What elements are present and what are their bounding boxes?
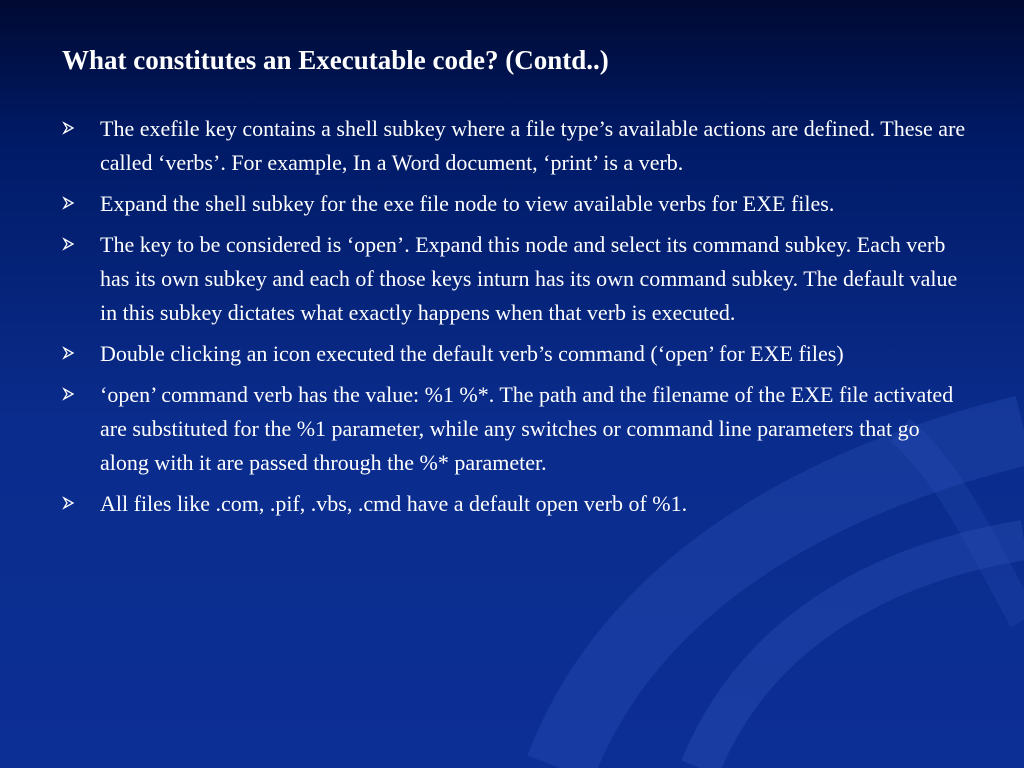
arrowhead-bullet-icon: [62, 121, 76, 135]
slide-title: What constitutes an Executable code? (Contd..): [62, 45, 609, 75]
arrowhead-bullet-icon: [62, 496, 76, 510]
bullet-text: The key to be considered is ‘open’. Expand this node and select its command subkey. Each verb has its own subkey and each of those keys inturn has its own command subkey. The default value in this subkey dictates what exactly happens when that verb is executed.: [100, 232, 958, 325]
arrowhead-bullet-icon: [62, 237, 76, 251]
bullet-text: Expand the shell subkey for the exe file node to view available verbs for EXE files.: [100, 191, 835, 216]
bullet-text: All files like .com, .pif, .vbs, .cmd have a default open verb of %1.: [100, 491, 688, 516]
arrowhead-bullet-icon: [62, 196, 76, 210]
bullet-item: [62, 337, 967, 371]
bullet-item: [62, 228, 967, 330]
bullet-item: [62, 487, 967, 521]
arrowhead-bullet-icon: [62, 346, 76, 360]
bullet-item: [62, 187, 967, 221]
arrowhead-bullet-icon: [62, 387, 76, 401]
bullet-item: [62, 378, 967, 480]
bullet-list: [62, 112, 967, 528]
bullet-text: The exefile key contains a shell subkey where a file type’s available actions are defined. These are called ‘verbs’. For example, In a Word document, ‘print’ is a verb.: [100, 116, 966, 175]
bullet-item: [62, 112, 967, 180]
bullet-text: ‘open’ command verb has the value: %1 %*. The path and the filename of the EXE file activated are substituted for the %1 parameter, while any switches or command line parameters that go along with it are passed through the %* parameter.: [100, 382, 954, 475]
bullet-text: Double clicking an icon executed the default verb’s command (‘open’ for EXE files): [100, 341, 844, 366]
